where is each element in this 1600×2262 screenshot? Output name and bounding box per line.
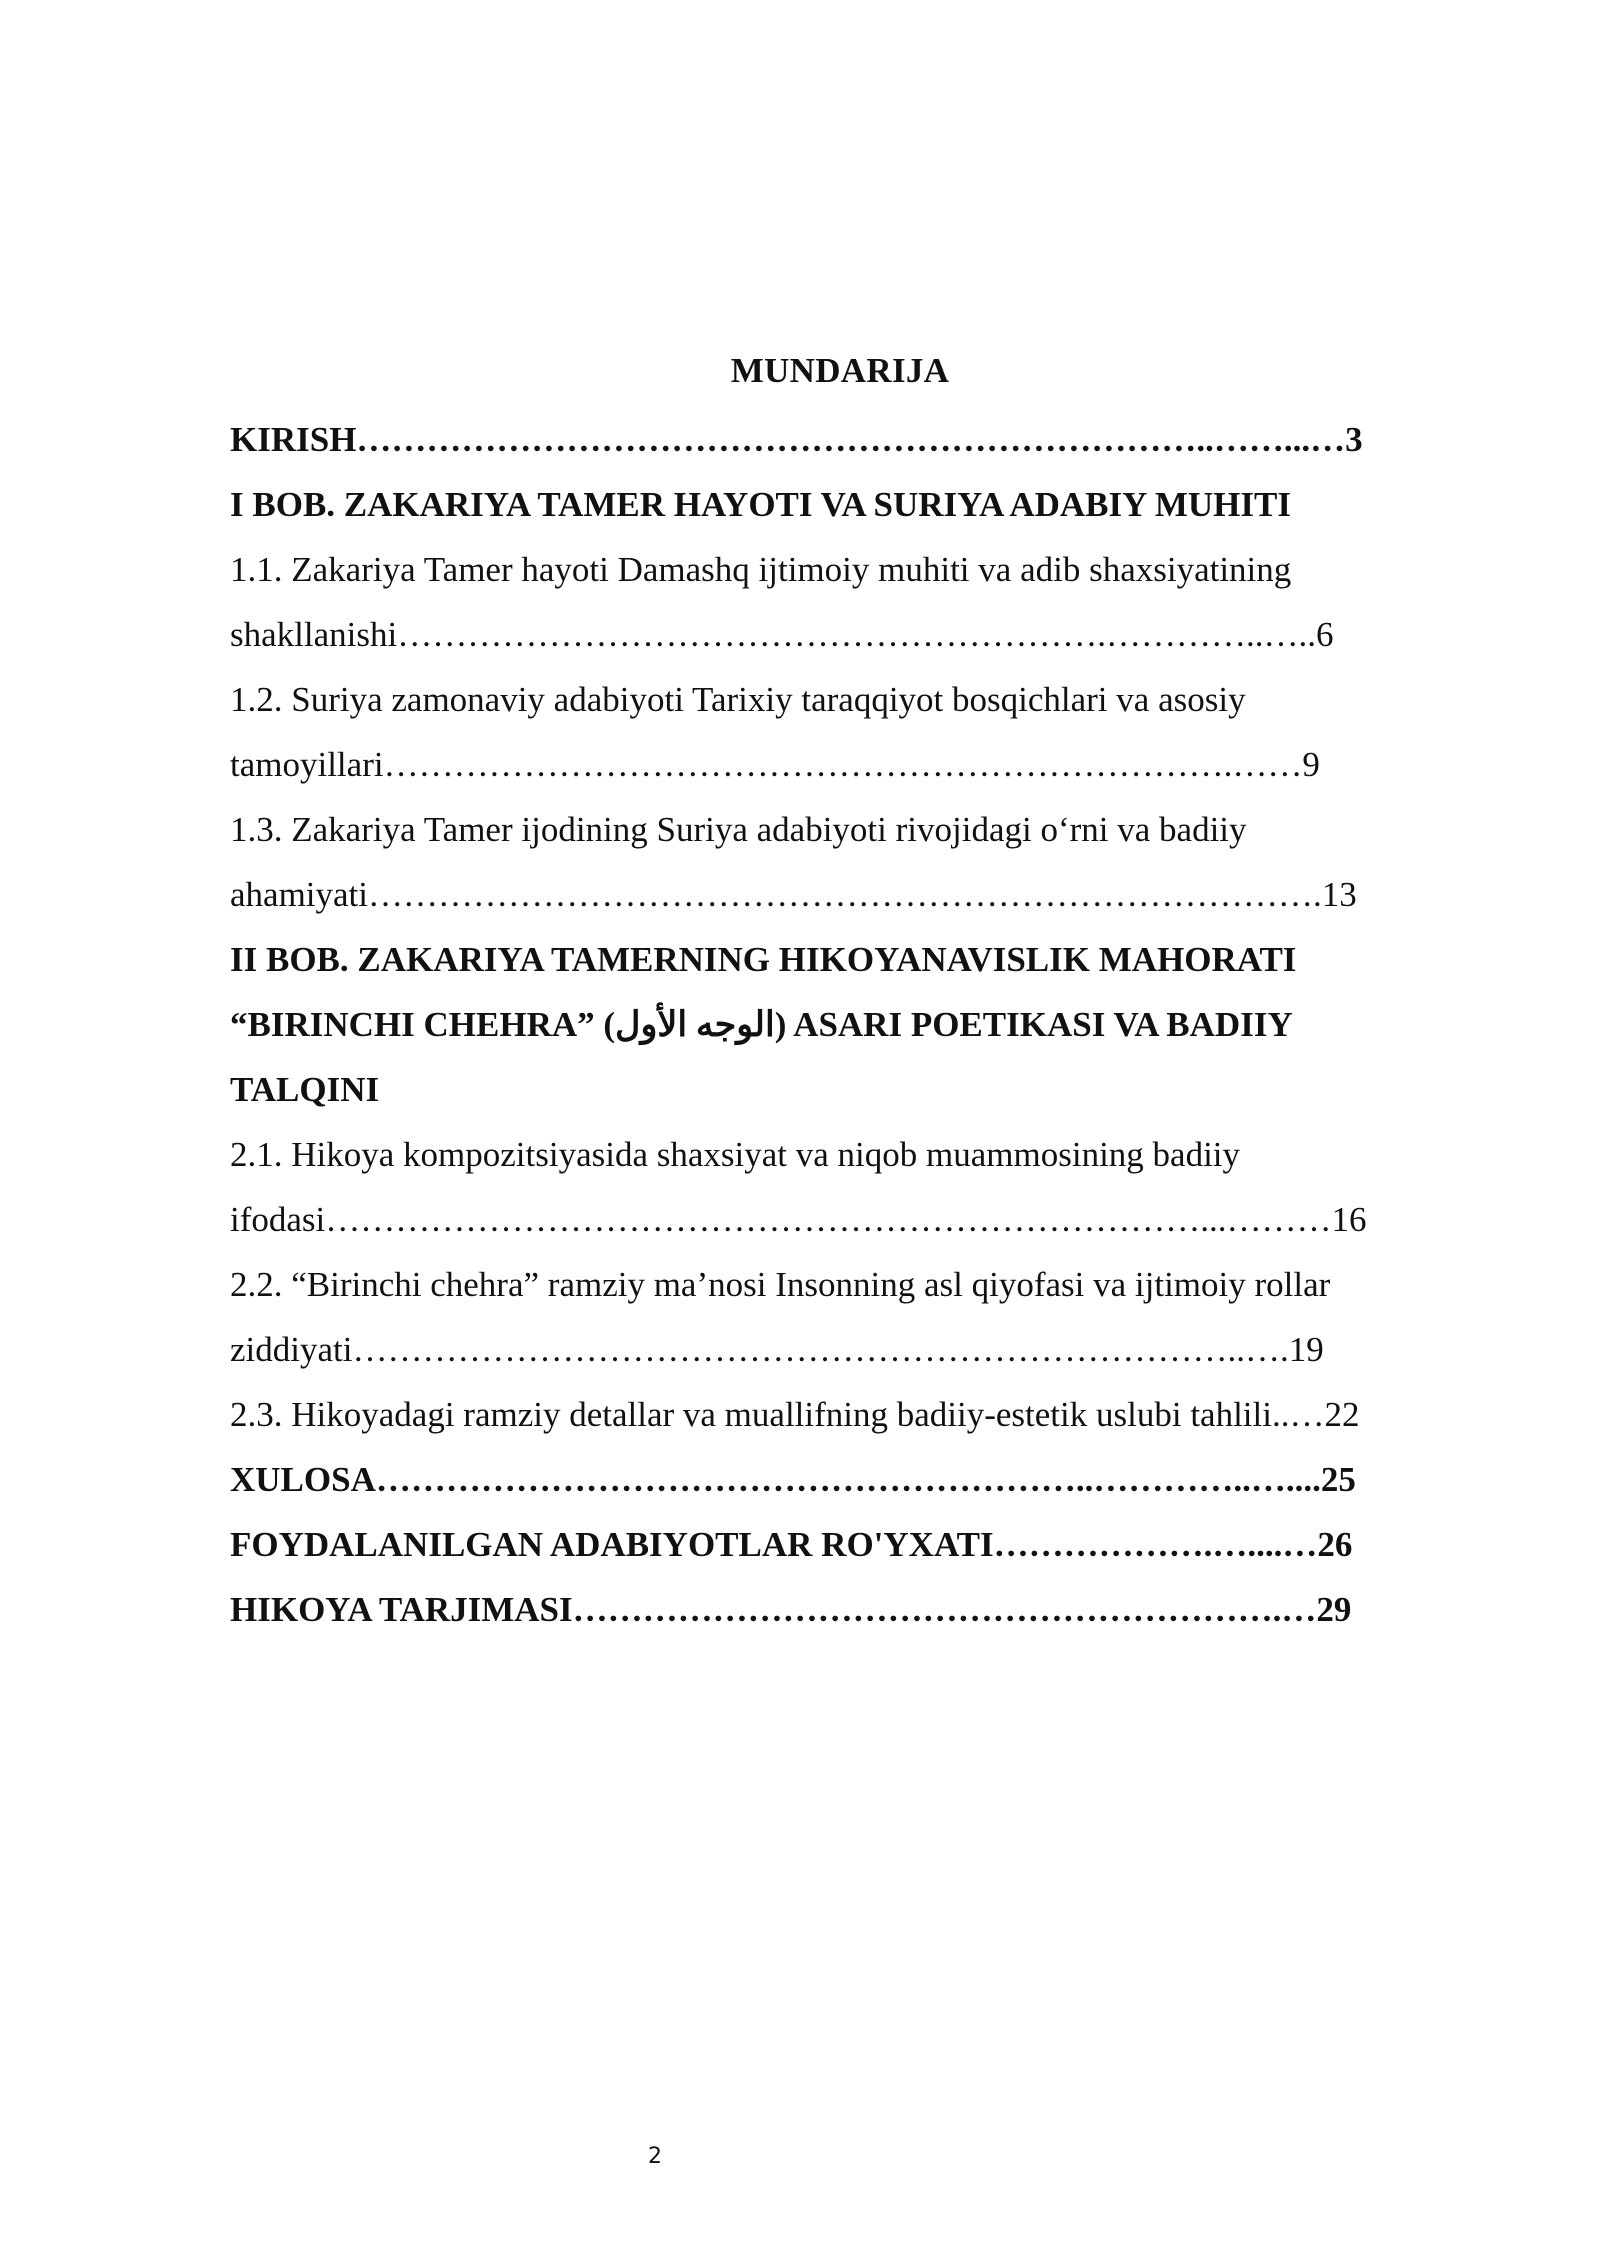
toc-chapter-2-cont-2: TALQINI bbox=[230, 1070, 380, 1109]
toc-entry-xulosa: XULOSA……………………………………………………..…………..…....25 bbox=[230, 1460, 1356, 1499]
toc-section-1-3: 1.3. Zakariya Tamer ijodining Suriya adabiyoti rivojidagi o‘rni va badiiy bbox=[230, 810, 1247, 849]
toc-section-2-1-cont: ifodasi…………………………………………………………………...………16 bbox=[230, 1200, 1367, 1239]
toc-section-1-2: 1.2. Suriya zamonaviy adabiyoti Tarixiy taraqqiyot bosqichlari va asosiy bbox=[230, 680, 1246, 719]
toc-section-2-1: 2.1. Hikoya kompozitsiyasida shaxsiyat va niqob muammosining badiiy bbox=[230, 1135, 1241, 1174]
toc-chapter-1: I BOB. ZAKARIYA TAMER HAYOTI VA SURIYA ADABIY MUHITI bbox=[230, 485, 1291, 524]
toc-section-2-2: 2.2. “Birinchi chehra” ramziy ma’nosi Insonning asl qiyofasi va ijtimoiy rollar bbox=[230, 1265, 1331, 1304]
toc-section-2-2-cont: ziddiyati…………………………………………………………………..….19 bbox=[230, 1330, 1324, 1369]
toc-section-1-1: 1.1. Zakariya Tamer hayoti Damashq ijtimoiy muhiti va adib shaxsiyatining bbox=[230, 550, 1292, 589]
toc-section-2-3: 2.3. Hikoyadagi ramziy detallar va muallifning badiiy-estetik uslubi tahlili..…22 bbox=[230, 1395, 1360, 1434]
toc-heading: MUNDARIJA bbox=[730, 351, 950, 390]
toc-chapter-2-cont: “BIRINCHI CHEHRA” (الوجه الأول) ASARI POETIKASI VA BADIIY bbox=[230, 1005, 1293, 1044]
toc-chapter-2: II BOB. ZAKARIYA TAMERNING HIKOYANAVISLIK MAHORATI bbox=[230, 940, 1297, 979]
toc-entry-references: FOYDALANILGAN ADABIYOTLAR RO'YXATI……………….…....…26 bbox=[230, 1525, 1353, 1564]
table-of-contents bbox=[230, 342, 1450, 1642]
toc-entry-translation: HIKOYA TARJIMASI…………………………………………………….…29 bbox=[230, 1590, 1352, 1629]
page-number: 2 bbox=[648, 2144, 662, 2169]
toc-entry-kirish: KIRISH………………………………………………………………..……...…3 bbox=[230, 420, 1363, 459]
toc-section-1-2-cont: tamoyillari……………………………………………………………….……9 bbox=[230, 745, 1320, 784]
toc-section-1-3-cont: ahamiyati……………………………………………………………………….13 bbox=[230, 875, 1357, 914]
toc-section-1-1-cont: shakllanishi…………………………………………………….…………..…..6 bbox=[230, 615, 1334, 654]
